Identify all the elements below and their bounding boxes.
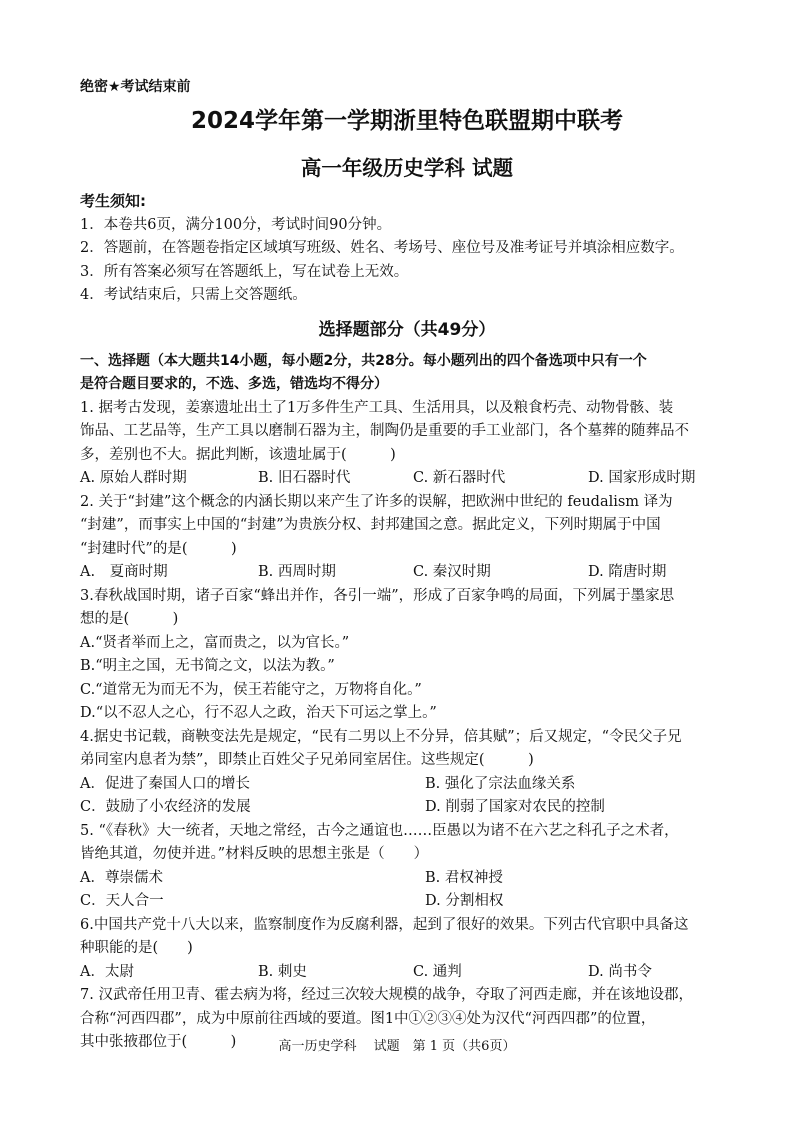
question-text: 多，差别也不大。据此判断，该遗址属于( ) (80, 446, 396, 463)
question-text: 合称“河西四郡”，成为中原前往西域的要道。图1中①②③④处为汉代“河西四郡”的位置， (80, 1010, 656, 1027)
question-text: “封建时代”的是( ) (80, 540, 237, 557)
option-a: A. 原始人群时期 (80, 470, 187, 486)
question-text: 5. “《春秋》大一统者，天地之常经，古今之通谊也……臣愚以为诸不在六艺之科孔子之术者， (80, 822, 679, 839)
notice-item: 2．答题前，在答题卷指定区域填写班级、姓名、考场号、座位号及准考证号并填涂相应数字。 (80, 240, 684, 256)
notice-heading: 考生须知: (80, 192, 146, 210)
option-d: D. 削弱了国家对农民的控制 (425, 799, 605, 815)
option-b: B. 西周时期 (258, 564, 336, 580)
question-text: 饰品、工艺品等，生产工具以磨制石器为主，制陶仍是重要的手工业部门，各个墓葬的随葬品不 (80, 423, 689, 439)
question-text: 6.中国共产党十八大以来，监察制度作为反腐利器，起到了很好的效果。下列古代官职中具备这 (80, 916, 689, 933)
option-d: D. 尚书令 (588, 963, 652, 980)
options-row (80, 561, 734, 585)
option-d: D.“以不忍人之心，行不忍人之政，治天下可运之掌上。” (80, 705, 437, 721)
question-text: 皆绝其道，勿使并进。”材料反映的思想主张是（ ） (80, 846, 429, 862)
page-footer: 高一历史学科 试题 第 1 页（共6页） (278, 1039, 516, 1054)
question-text: “封建”，而事实上中国的“封建”为贵族分权、封邦建国之意。据此定义，下列时期属于中国 (80, 517, 661, 533)
confidential-label: 绝密★考试结束前 (80, 79, 191, 95)
notice-item: 3．所有答案必须写在答题纸上，写在试卷上无效。 (80, 263, 409, 280)
options-row (80, 961, 734, 985)
option-b: B. 旧石器时代 (258, 470, 351, 486)
options-row (80, 867, 734, 891)
options-row (80, 796, 734, 820)
option-c: C．天人合一 (80, 893, 164, 909)
option-d: D. 分割相权 (425, 893, 504, 909)
question-text: 4.据史书记载，商鞅变法先是规定，“民有二男以上不分异，倍其赋”；后又规定，“令民父子兄 (80, 728, 682, 745)
question-2 (80, 491, 734, 585)
exam-subtitle: 高一年级历史学科 试题 (300, 156, 514, 180)
section-instruction: 是符合题目要求的，不选、多选，错选均不得分） (80, 376, 388, 392)
option-d: D. 隋唐时期 (588, 564, 667, 580)
option-a: A．促进了秦国人口的增长 (80, 775, 250, 792)
option-c: C. 新石器时代 (413, 470, 506, 486)
question-5 (80, 820, 734, 914)
notice-item: 1．本卷共6页，满分100分，考试时间90分钟。 (80, 216, 392, 233)
option-b: B. 强化了宗法血缘关系 (425, 775, 576, 792)
section-heading: 选择题部分（共49分） (318, 319, 496, 340)
question-6 (80, 914, 734, 985)
option-d: D. 国家形成时期 (588, 470, 696, 486)
options-row (80, 773, 734, 797)
question-text: 种职能的是( ) (80, 940, 193, 956)
notice-item: 4．考试结束后，只需上交答题纸。 (80, 287, 307, 303)
option-b: B.“明主之国，无书简之文，以法为教。” (80, 658, 335, 674)
question-1 (80, 397, 734, 491)
section-instruction: 一、选择题（本大题共14小题，每小题2分，共28分。每小题列出的四个备选项中只有一个 (80, 352, 647, 369)
option-a: A．尊崇儒术 (80, 869, 163, 886)
option-c: C.“道常无为而无不为，侯王若能守之，万物将自化。” (80, 681, 422, 698)
option-c: C. 通判 (413, 963, 462, 980)
options-row (80, 890, 734, 914)
question-3 (80, 585, 734, 726)
question-text: 1. 据考古发现，姜寨遗址出土了1万多件生产工具、生活用具，以及粮食朽壳、动物骨骸、装 (80, 399, 674, 416)
option-a: A．太尉 (80, 963, 134, 980)
question-text: 2. 关于“封建”这个概念的内涵长期以来产生了许多的误解，把欧洲中世纪的 feudalism 译为 (80, 493, 673, 510)
exam-title: 2024学年第一学期浙里特色联盟期中联考 (190, 108, 623, 134)
option-c: C．鼓励了小农经济的发展 (80, 799, 251, 815)
question-4 (80, 726, 734, 820)
option-a: A. 夏商时期 (80, 564, 168, 580)
question-text: 7. 汉武帝任用卫青、霍去病为将，经过三次较大规模的战争，夺取了河西走廊，并在该地设郡， (80, 987, 693, 1003)
question-text: 3.春秋战国时期，诸子百家“蜂出并作，各引一端”，形成了百家争鸣的局面，下列属于墨家思 (80, 587, 675, 604)
question-text: 其中张掖郡位于( ) (80, 1034, 237, 1050)
option-c: C. 秦汉时期 (413, 564, 491, 580)
options-row (80, 467, 734, 491)
option-a: A.“贤者举而上之，富而贵之，以为官长。” (80, 634, 350, 651)
option-b: B. 君权神授 (425, 869, 503, 886)
question-text: 想的是( ) (80, 611, 179, 627)
question-text: 弟同室内息者为禁”，即禁止百姓父子兄弟同室居住。这些规定( ) (80, 752, 534, 768)
option-b: B. 刺史 (258, 963, 307, 980)
